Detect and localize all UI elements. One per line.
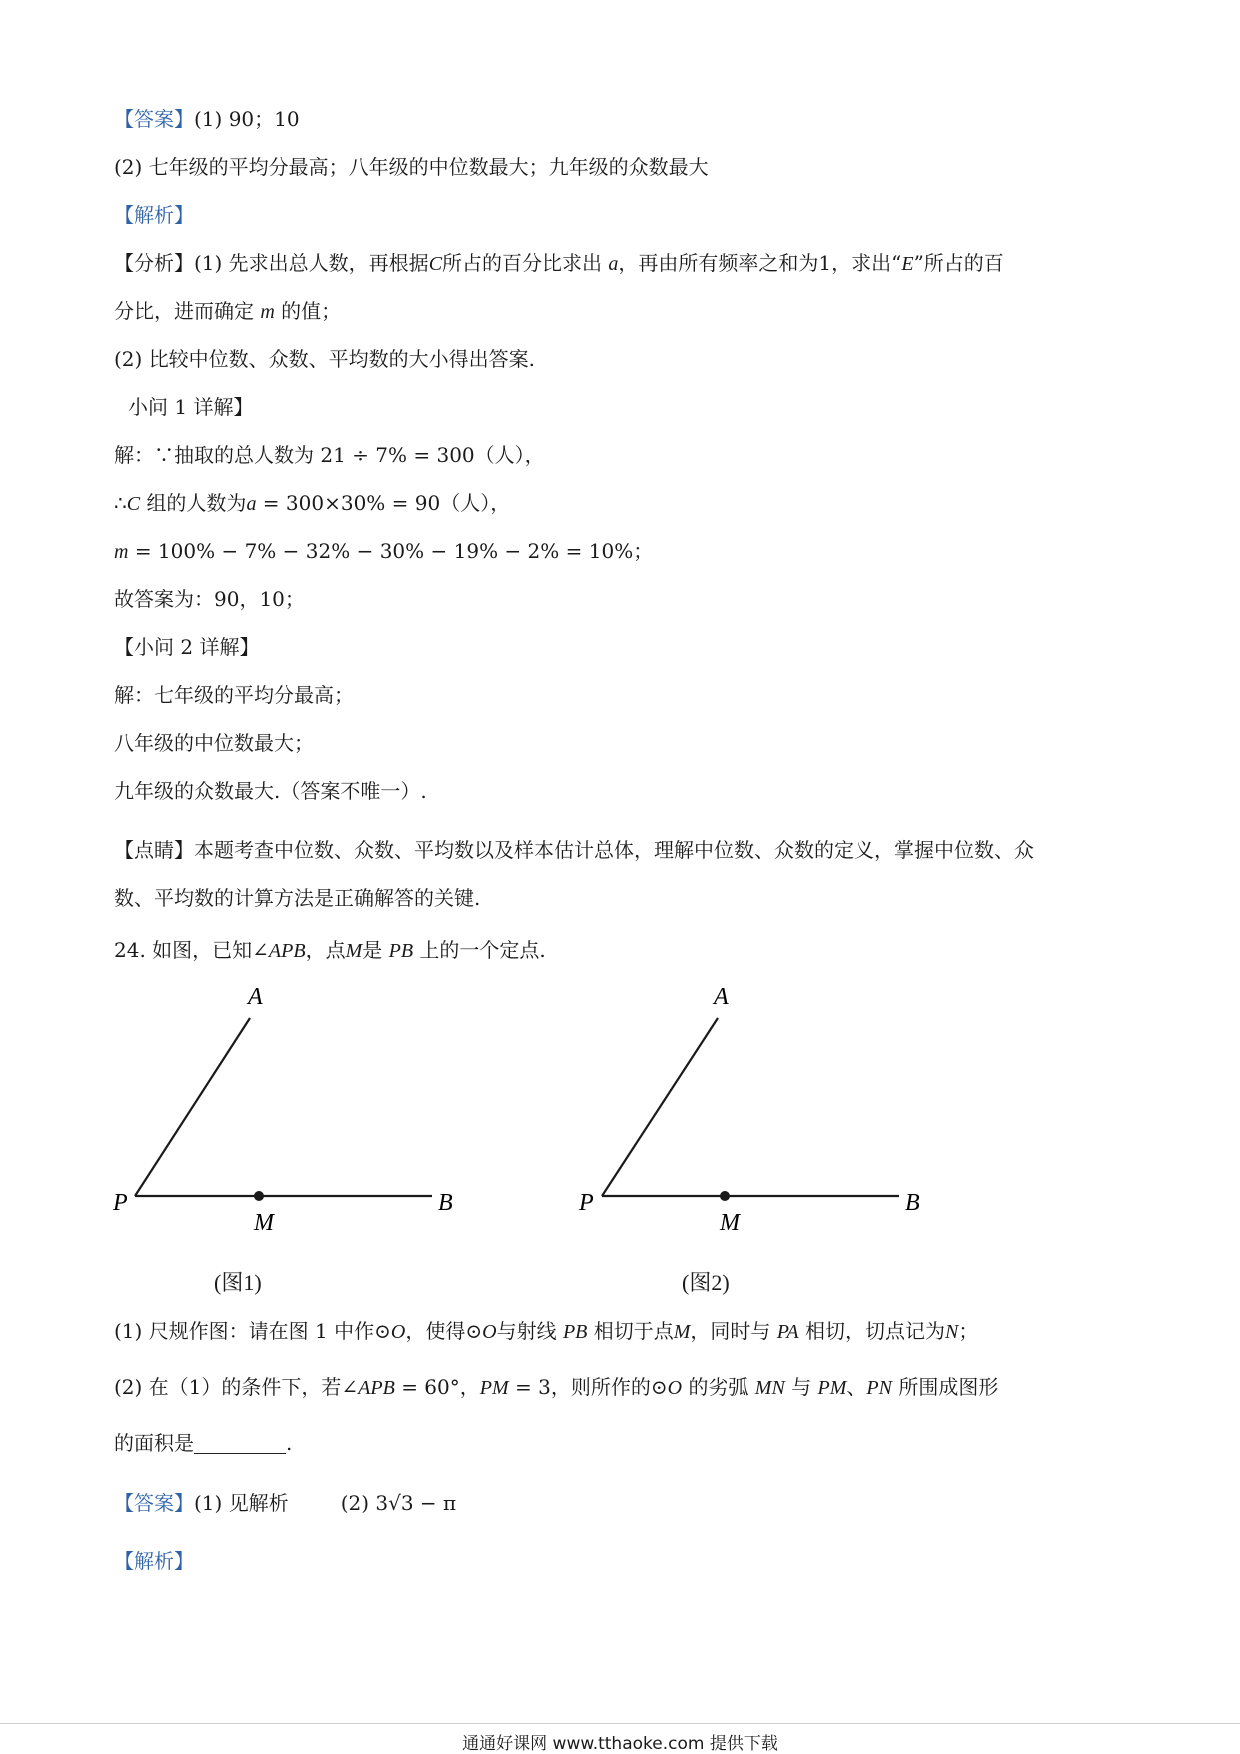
answer-line-2: (2) 七年级的平均分最高；八年级的中位数最大；九年级的众数最大 <box>114 155 709 179</box>
var-PM: PM <box>817 1377 847 1399</box>
answer-24 <box>114 1488 456 1518</box>
text: 与 <box>791 1375 812 1399</box>
text: ，再由所有频率之和为1，求出“ <box>618 251 902 275</box>
figure-1 <box>112 984 453 1236</box>
text: ； <box>958 1319 979 1343</box>
answer-label: 【答案】 <box>114 107 194 131</box>
text: 上的一个定点. <box>419 938 546 962</box>
sol2-line-3: 九年级的众数最大.（答案不唯一）. <box>114 779 427 803</box>
answer-text: (1) 90；10 <box>194 107 300 131</box>
var-m: m <box>114 541 129 563</box>
var-O: O <box>390 1321 406 1343</box>
analysis-label-2: 【解析】 <box>114 1549 194 1573</box>
text: 相切于点 <box>593 1319 674 1343</box>
text: ”所占的百 <box>913 251 1004 275</box>
label-M: M <box>720 1210 740 1236</box>
sol2-line-1: 解：七年级的平均分最高； <box>114 683 354 707</box>
q24-part-2-line-2 <box>114 1428 292 1458</box>
text: 分比，进而确定 <box>114 299 254 323</box>
label-A: A <box>714 984 729 1010</box>
answer-label: 【答案】 <box>114 1491 194 1515</box>
var-APB: APB <box>358 1377 395 1399</box>
sub1-header: 小问 1 详解】 <box>128 395 254 419</box>
sub2-header: 【小问 2 详解】 <box>114 635 260 659</box>
var-a: a <box>608 253 619 275</box>
text: = 60°， <box>401 1375 480 1399</box>
var-N: N <box>944 1321 959 1343</box>
sol2-line-2: 八年级的中位数最大； <box>114 731 314 755</box>
text: (1) 尺规作图：请在图 1 中作 <box>114 1319 375 1343</box>
var-PN: PN <box>866 1377 892 1399</box>
answer-part-2: (2) 3√3 − π <box>340 1491 457 1515</box>
var-E: E <box>901 253 914 275</box>
figure-2-caption: (图2) <box>682 1270 730 1295</box>
text: 24. 如图，已知∠ <box>114 938 269 962</box>
text: ，点 <box>305 938 346 962</box>
var-PB: PB <box>562 1321 588 1343</box>
sol1-line-1: 解：∵抽取的总人数为 21 ÷ 7% = 300（人）， <box>114 443 545 467</box>
ray-PA <box>602 1018 718 1196</box>
text: 的值； <box>281 299 342 323</box>
label-P: P <box>579 1190 594 1216</box>
q24-part-1 <box>114 1316 978 1347</box>
var-O: O <box>667 1377 683 1399</box>
text: 所围成图形 <box>898 1375 999 1399</box>
ray-PA <box>135 1018 250 1196</box>
q24-part-2 <box>114 1372 998 1403</box>
answer-blank <box>194 1433 286 1454</box>
var-PM: PM <box>479 1377 509 1399</box>
circle-symbol: ⊙ <box>465 1319 483 1343</box>
point-M <box>254 1191 264 1201</box>
answer-part-1: (1) 见解析 <box>194 1491 289 1515</box>
text: ，同时与 <box>690 1319 771 1343</box>
label-B: B <box>438 1190 453 1216</box>
text: 所占的百分比求出 <box>442 251 603 275</box>
var-a: a <box>246 493 257 515</box>
text: . <box>286 1431 293 1455</box>
circle-symbol: ⊙ <box>374 1319 391 1343</box>
text: 的劣弧 <box>688 1375 749 1399</box>
point-M <box>720 1191 730 1201</box>
label-B: B <box>905 1190 920 1216</box>
text: = 300×30% = 90（人）， <box>262 491 511 515</box>
text: 组的人数为 <box>146 491 247 515</box>
text: ∴ <box>114 491 127 515</box>
text: 与射线 <box>496 1319 557 1343</box>
var-M: M <box>673 1321 691 1343</box>
dianjing-line-1: 【点睛】本题考查中位数、众数、平均数以及样本估计总体，理解中位数、众数的定义，掌握中位数、众 <box>114 838 1034 862</box>
label-M: M <box>254 1210 274 1236</box>
label-P: P <box>113 1190 128 1216</box>
figure-1-caption: (图1) <box>214 1270 262 1295</box>
text: 相切，切点记为 <box>804 1319 945 1343</box>
var-PB: PB <box>388 940 414 962</box>
footer-text: 通通好课网 www.tthaoke.com 提供下载 <box>462 1734 778 1754</box>
var-C: C <box>428 253 443 275</box>
text: 是 <box>362 938 383 962</box>
label-A: A <box>248 984 263 1010</box>
var-O: O <box>482 1321 497 1343</box>
dianjing-line-2: 数、平均数的计算方法是正确解答的关键. <box>114 886 481 910</box>
text: 的面积是 <box>114 1431 194 1455</box>
var-PA: PA <box>776 1321 799 1343</box>
var-MN: MN <box>754 1377 785 1399</box>
text: 、 <box>846 1375 867 1399</box>
analysis-label: 【解析】 <box>114 203 194 227</box>
text: = 3，则所作的 <box>515 1375 651 1399</box>
fenxi-line-3: (2) 比较中位数、众数、平均数的大小得出答案. <box>114 347 536 371</box>
figure-2 <box>578 984 920 1236</box>
var-APB: APB <box>268 940 306 962</box>
var-m: m <box>260 301 275 323</box>
footer-rule <box>0 1723 1240 1724</box>
sol1-line-4: 故答案为：90，10； <box>114 587 305 611</box>
var-C: C <box>126 493 141 515</box>
text: 【分析】(1) 先求出总人数，再根据 <box>114 251 429 275</box>
var-M: M <box>345 940 363 962</box>
circle-symbol: ⊙ <box>650 1375 668 1399</box>
text: = 100% − 7% − 32% − 30% − 19% − 2% = 10%； <box>134 539 654 563</box>
text: (2) 在（1）的条件下，若∠ <box>114 1375 359 1399</box>
text: ，使得 <box>405 1319 466 1343</box>
